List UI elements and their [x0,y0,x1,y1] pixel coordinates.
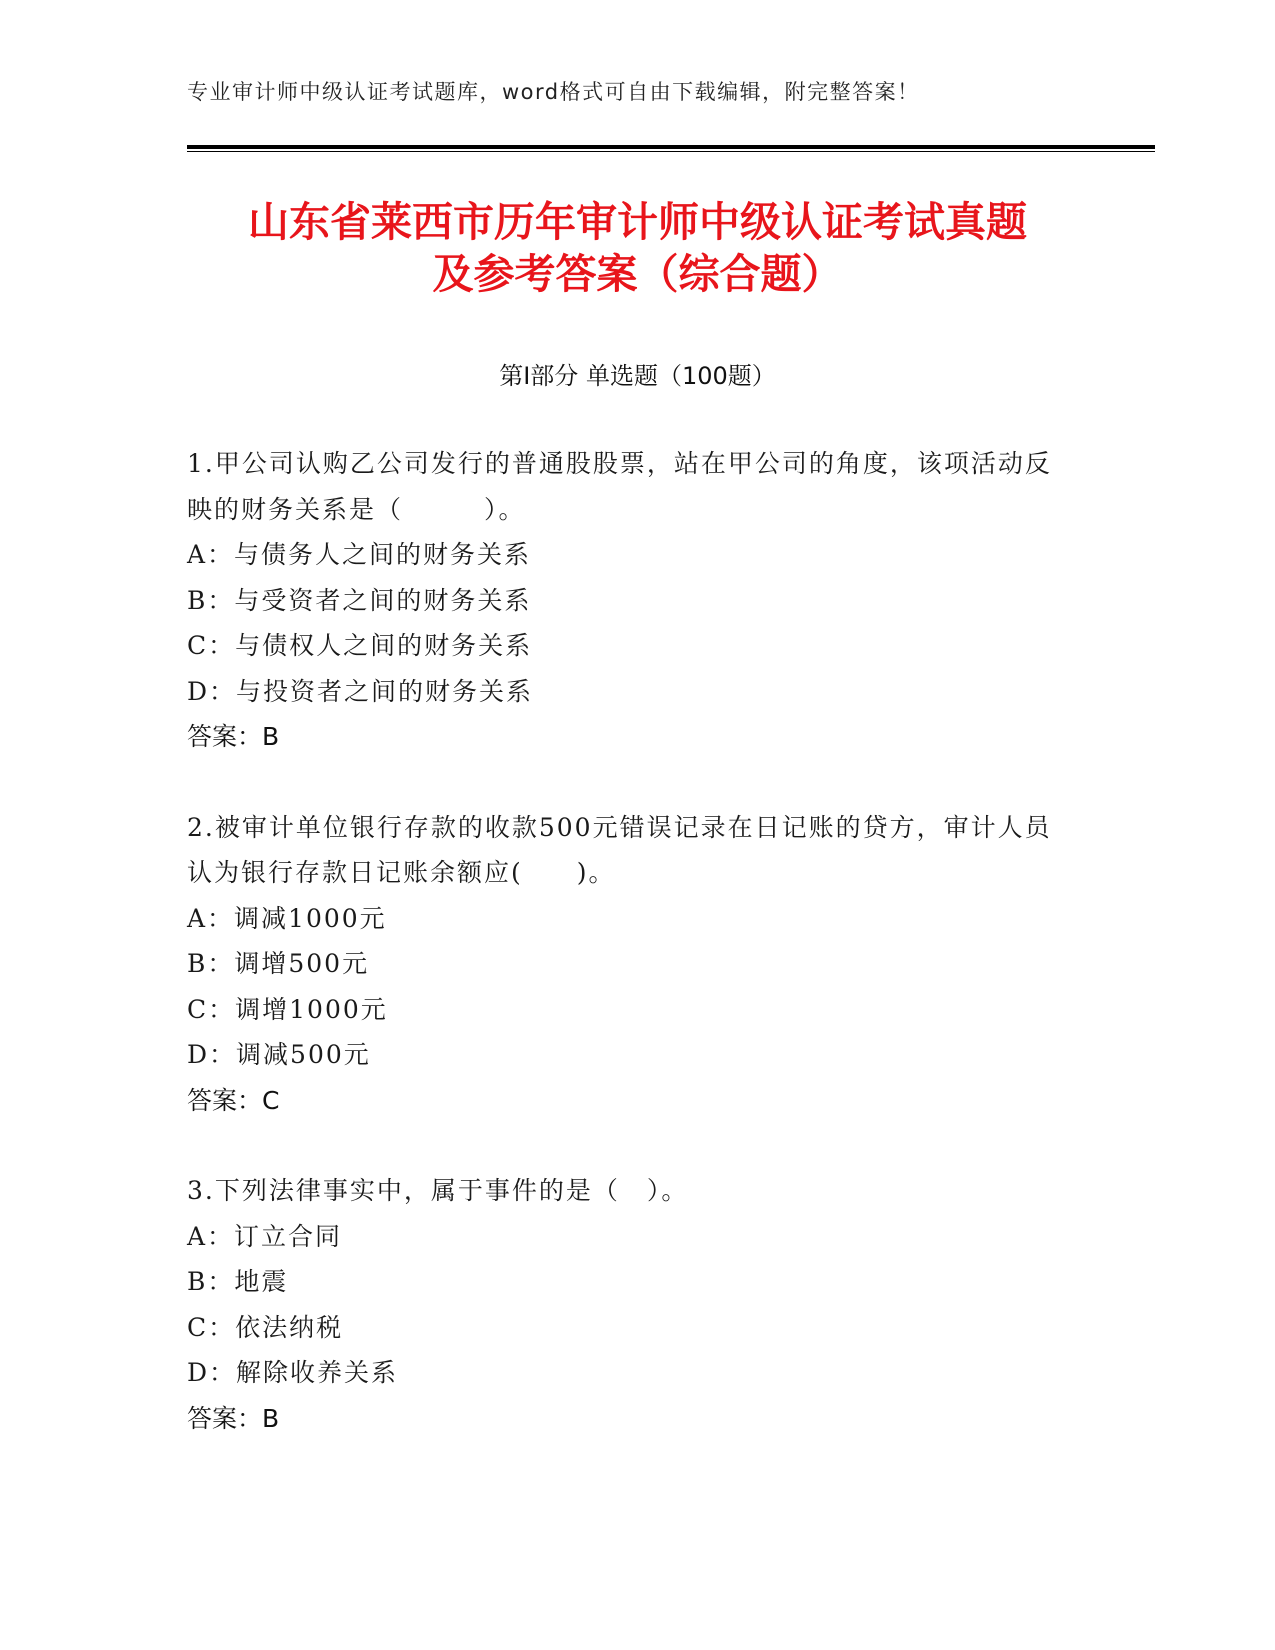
option-d: D：调减500元 [187,1040,371,1069]
answer: 答案：B [187,1403,280,1433]
document-title [0,196,1275,300]
answer: 答案：C [187,1085,280,1115]
option-b: B：调增500元 [187,949,370,978]
document-title-line-1: 山东省莱西市历年审计师中级认证考试真题 [248,198,1027,246]
question-stem: 1.甲公司认购乙公司发行的普通股股票，站在甲公司的角度，该项活动反映的财务关系是（ ）。 [187,449,1052,524]
option-c: C：与债权人之间的财务关系 [187,631,533,660]
option-a: A：订立合同 [187,1221,343,1251]
document-title-line-2: 及参考答案（综合题） [432,250,843,298]
question-3 [187,1168,1067,1441]
option-b: B：与受资者之间的财务关系 [187,585,532,615]
option-a: A：与债务人之间的财务关系 [187,540,532,569]
question-stem: 3.下列法律事实中，属于事件的是（ ）。 [187,1176,689,1205]
option-c: C：依法纳税 [187,1312,344,1342]
option-d: D：解除收养关系 [187,1358,399,1387]
option-c: C：调增1000元 [187,994,388,1024]
option-d: D：与投资者之间的财务关系 [187,676,534,706]
section-title: 第I部分 单选题（100题） [499,362,776,390]
question-1 [187,441,1067,760]
answer: 答案：B [187,722,280,751]
option-b: B：地震 [187,1267,289,1296]
question-list [187,441,1067,1486]
question-2 [187,805,1067,1124]
header-rule-thick [187,145,1155,149]
question-stem: 2.被审计单位银行存款的收款500元错误记录在日记账的贷方，审计人员认为银行存款日记账余额应( )。 [187,812,1052,887]
page-header-text: 专业审计师中级认证考试题库，word格式可自由下载编辑，附完整答案！ [187,80,920,104]
option-a: A：调减1000元 [187,903,387,933]
header-rule-thin [187,151,1155,152]
